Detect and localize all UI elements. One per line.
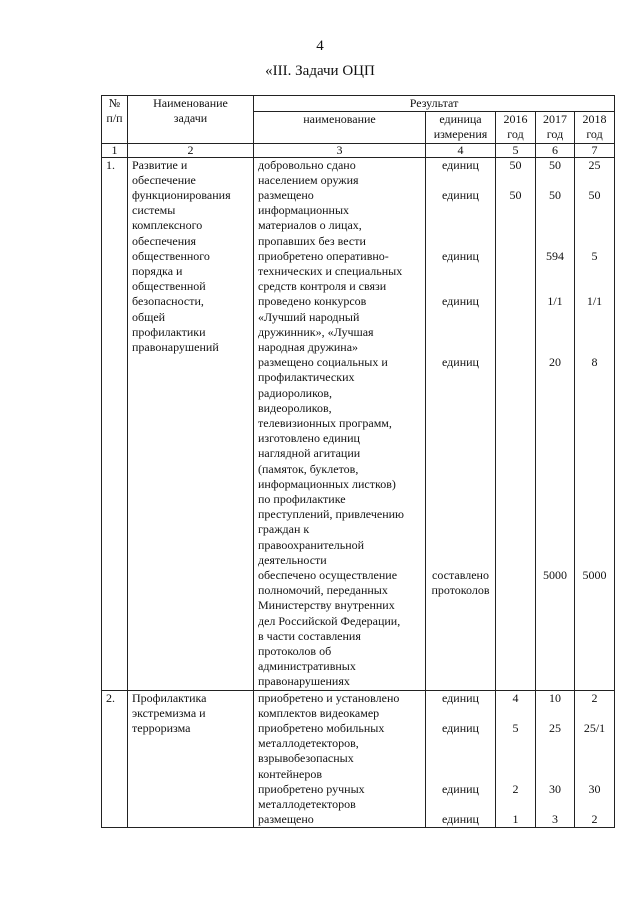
value-2016: 50 (509, 188, 522, 202)
indicator-unit: единиц (442, 294, 479, 309)
indicator-unit: единиц (442, 781, 479, 796)
indicator-unit: единиц (442, 188, 479, 202)
value-2018: 2 (591, 690, 598, 705)
indicator-name: размещено (258, 812, 314, 827)
section-heading: «III. Задачи ОЦП (265, 63, 375, 79)
value-2018: 1/1 (586, 294, 603, 309)
task-name: Профилактика экстремизма и терроризма (128, 690, 254, 828)
value-2016: 4 (512, 690, 519, 705)
column-number: 6 (536, 143, 575, 157)
value-2018: 30 (588, 781, 601, 796)
table-header-row (102, 96, 615, 112)
indicator-name: размещено социальных и профилактических радиороликов, видеороликов, телевизионных программ, изготовлено единиц наглядной агитации (памяток, буклетов, информационных листков) по профилактике преступлений, привлечению граждан к правоохранительной деятельности (258, 355, 404, 567)
column-number-row (102, 143, 615, 157)
value-2017: 594 (546, 248, 564, 263)
page-number: 4 (316, 38, 324, 54)
value-2017: 30 (549, 781, 561, 796)
values-2018 (575, 690, 615, 828)
result-names (254, 690, 426, 828)
values-2016 (496, 690, 536, 828)
value-2016 (500, 294, 531, 355)
header-2018: 2018 год (575, 112, 615, 143)
value-2018: 5000 (582, 567, 607, 582)
values-2018 (575, 157, 615, 690)
header-num: № п/п (102, 96, 128, 144)
indicator-name: приобретено мобильных металлодетекторов, взрывобезопасных контейнеров (258, 720, 385, 781)
value-2017: 5000 (543, 567, 567, 582)
value-2017: 1/1 (547, 294, 563, 309)
table-row (102, 157, 615, 690)
indicator-name: приобретено ручных металлодетекторов (258, 781, 365, 811)
value-2016: 5 (512, 720, 519, 735)
header-2016: 2016 год (496, 112, 536, 143)
header-2017: 2017 год (536, 112, 575, 143)
values-2017 (536, 157, 575, 690)
indicator-unit: единиц (442, 248, 479, 263)
values-2016 (496, 157, 536, 690)
value-2016: 1 (512, 812, 519, 827)
value-2018: 25 (588, 157, 601, 172)
table-body (102, 157, 615, 828)
value-2016: 2 (512, 781, 519, 796)
value-2018: 2 (591, 812, 598, 827)
indicator-name: проведено конкурсов «Лучший народный дружинник», «Лучшая народная дружина» (258, 294, 374, 354)
column-number: 2 (128, 143, 254, 157)
value-2018: 5 (591, 248, 598, 263)
column-number: 5 (496, 143, 536, 157)
column-number: 3 (254, 143, 426, 157)
values-2017 (536, 690, 575, 828)
value-2018: 50 (588, 188, 601, 202)
indicator-unit: единиц (442, 720, 479, 735)
column-number: 7 (575, 143, 615, 157)
value-2016 (500, 568, 531, 690)
column-number: 1 (102, 143, 128, 157)
column-number: 4 (426, 143, 496, 157)
tasks-table (101, 95, 615, 828)
row-number: 1. (102, 157, 128, 690)
header-task-name: Наименование задачи (128, 96, 254, 144)
value-2017: 10 (549, 690, 561, 705)
task-name: Развитие и обеспечение функционирования системы комплексного обеспечения общественного порядка и общественной безопасности, общей профилактики правонарушений (128, 157, 254, 690)
indicator-unit: составлено протоколов (431, 567, 490, 598)
value-2016: 50 (509, 157, 522, 172)
result-units (426, 157, 496, 690)
value-2017: 50 (549, 157, 561, 172)
indicator-name: размещено информационных материалов о лицах, пропавших без вести (258, 188, 366, 248)
indicator-name: приобретено оперативно- технических и специальных средств контроля и связи (258, 248, 403, 294)
table-row (102, 690, 615, 828)
value-2017: 50 (549, 188, 561, 202)
row-number: 2. (102, 690, 128, 828)
value-2017: 20 (549, 355, 561, 370)
header-result: Результат (254, 96, 615, 112)
result-names (254, 157, 426, 690)
header-result-name: наименование (254, 112, 426, 143)
indicator-name: приобретено и установлено комплектов видеокамер (258, 690, 400, 720)
indicator-unit: единиц (442, 690, 479, 705)
value-2017: 3 (552, 812, 558, 827)
result-units (426, 690, 496, 828)
header-unit: единица измерения (426, 112, 496, 143)
indicator-name: обеспечено осуществление полномочий, переданных Министерству внутренних дел Российской Федерации, в части составления протоколов об административных правонарушениях (258, 567, 401, 689)
indicator-unit: единиц (442, 157, 479, 172)
value-2017: 25 (549, 720, 561, 735)
value-2018: 25/1 (583, 720, 606, 735)
indicator-unit: единиц (442, 355, 479, 370)
indicator-name: добровольно сдано населением оружия (258, 157, 359, 187)
value-2018: 8 (591, 355, 598, 370)
indicator-unit: единиц (442, 812, 479, 827)
value-2016 (500, 355, 531, 568)
value-2016 (500, 249, 531, 295)
